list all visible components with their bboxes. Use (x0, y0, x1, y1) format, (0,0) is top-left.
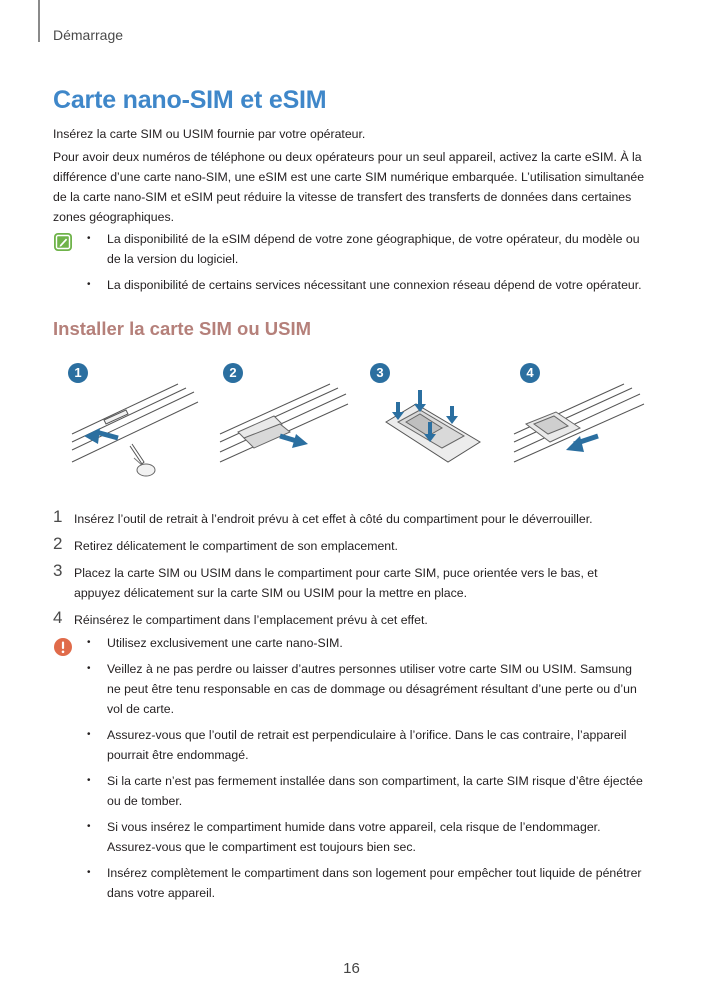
panel-4 (514, 384, 644, 462)
note-item: • La disponibilité de certains services nécessitant une connexion réseau dépend de votre opérateur. (87, 275, 647, 295)
step-text: Réinsérez le compartiment dans l’emplacement prévu à cet effet. (74, 613, 428, 627)
step-text: Retirez délicatement le compartiment de son emplacement. (74, 539, 398, 553)
step-number: 1 (53, 507, 63, 526)
caution-item: • Si la carte n’est pas fermement installée dans son compartiment, la carte SIM risque d’être éjectée ou de tomber. (87, 771, 647, 811)
step-badge-2: 2 (223, 363, 243, 383)
step-number: 3 (53, 561, 63, 580)
section-header: Démarrage (53, 27, 124, 43)
note-list (87, 229, 647, 301)
step-badge-1: 1 (68, 363, 88, 383)
step-item (53, 610, 647, 630)
steps-list (53, 509, 647, 637)
step-number: 2 (53, 534, 63, 553)
panel-2 (220, 384, 348, 462)
caution-item: • Si vous insérez le compartiment humide dans votre appareil, cela risque de l’endommager. Assurez-vous que le compartiment est toujours bien sec. (87, 817, 647, 857)
caution-item: • Utilisez exclusivement une carte nano-SIM. (87, 633, 647, 653)
illustration-drawing (68, 362, 648, 492)
caution-icon (53, 637, 73, 657)
step-text: Insérez l’outil de retrait à l’endroit prévu à cet effet à côté du compartiment pour le déverrouiller. (74, 512, 593, 526)
step-item (53, 509, 647, 529)
note-item: • La disponibilité de la eSIM dépend de votre zone géographique, de votre opérateur, du modèle ou de la version du logiciel. (87, 229, 647, 269)
step-badge-3: 3 (370, 363, 390, 383)
step-item (53, 563, 647, 603)
panel-1 (72, 384, 198, 476)
intro-paragraph-1: Insérez la carte SIM ou USIM fournie par votre opérateur. (53, 127, 366, 141)
caution-item: • Veillez à ne pas perdre ou laisser d’autres personnes utiliser votre carte SIM ou USIM. Samsung ne peut être tenu responsable en cas de dommage ou désagrément résultant d’une perte ou d’un vol de carte. (87, 659, 647, 719)
caution-item: • Assurez-vous que l’outil de retrait est perpendiculaire à l’orifice. Dans le cas contraire, l’appareil pourrait être endommagé. (87, 725, 647, 765)
caution-item: • Insérez complètement le compartiment dans son logement pour empêcher tout liquide de pénétrer dans votre appareil. (87, 863, 647, 903)
note-icon (53, 232, 73, 252)
step-text: Placez la carte SIM ou USIM dans le compartiment pour carte SIM, puce orientée vers le bas, et appuyez délicatement sur la carte SIM ou USIM pour la mettre en place. (74, 566, 598, 600)
page-marker (38, 0, 40, 42)
panel-3 (386, 390, 480, 462)
intro-paragraph-2: Pour avoir deux numéros de téléphone ou deux opérateurs pour un seul appareil, activez la carte eSIM. À la différence d’une carte nano-SIM, une eSIM est une carte SIM numérique embarquée. L’utilisation simultanée de la carte nano-SIM et eSIM peut réduire la vitesse de transfert des transferts de données dans certaines zones géographiques. (53, 150, 645, 224)
page-title: Carte nano-SIM et eSIM (53, 86, 327, 114)
sim-install-illustration (68, 362, 648, 492)
step-item (53, 536, 647, 556)
page-number: 16 (343, 960, 360, 977)
step-number: 4 (53, 608, 63, 627)
subsection-title: Installer la carte SIM ou USIM (53, 318, 312, 339)
step-badge-4: 4 (520, 363, 540, 383)
caution-list (87, 633, 647, 909)
